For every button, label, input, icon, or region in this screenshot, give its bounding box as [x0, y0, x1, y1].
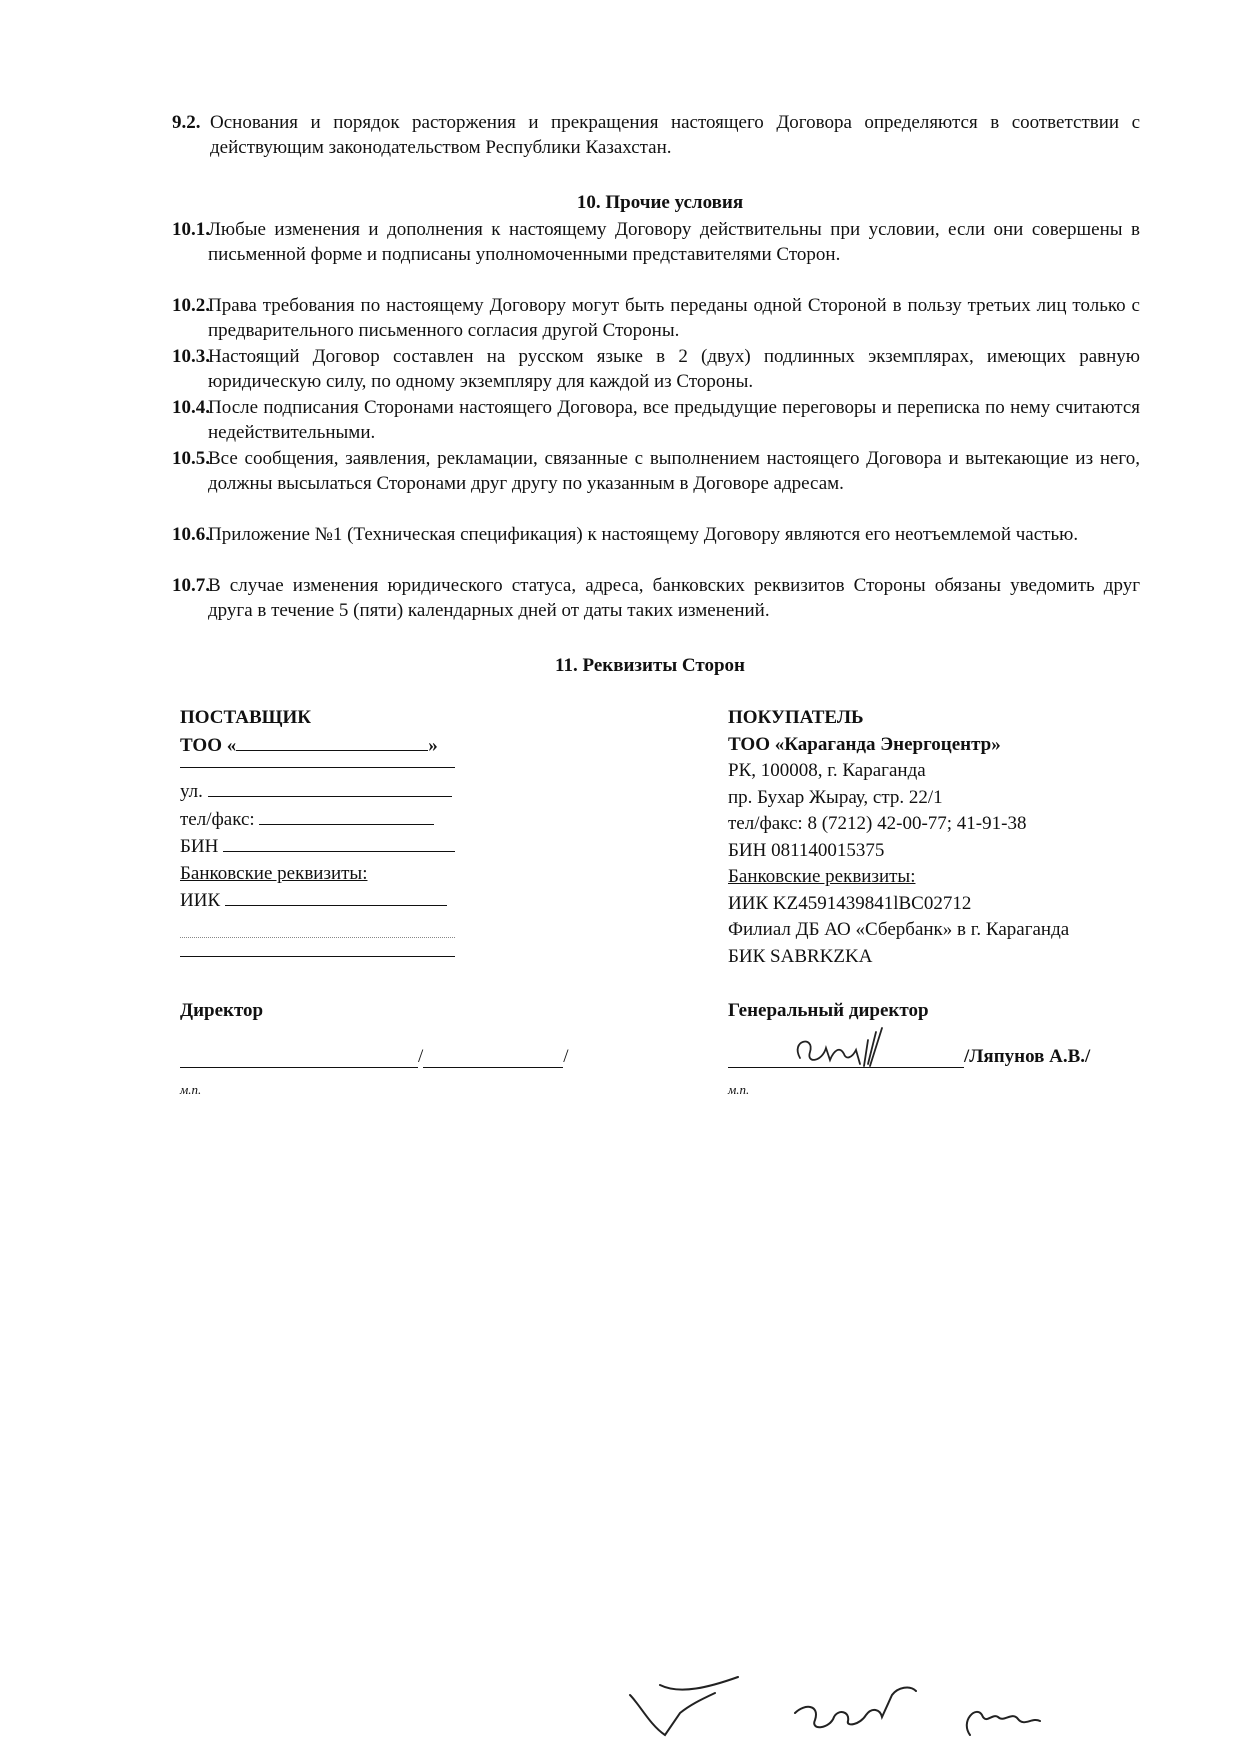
supplier-iik	[180, 887, 480, 915]
clause-number: 10.5.	[172, 448, 210, 469]
iik-label: ИИК	[180, 890, 221, 911]
buyer-handwritten-signature	[760, 1020, 940, 1080]
section-11-heading: 11. Реквизиты Сторон	[555, 655, 745, 676]
blank-line	[180, 948, 455, 957]
company-name-blank	[236, 732, 428, 751]
clause-text: Настоящий Договор составлен на русском языке в 2 (двух) подлинных экземплярах, имеющих равную юридическую силу, по одному экземпляру для каждой из Стороны.	[208, 346, 1140, 392]
signature-separator: /	[563, 1046, 569, 1067]
clause-number: 10.7.	[172, 575, 210, 596]
street-blank	[208, 778, 452, 797]
blank-line-dotted	[180, 929, 455, 938]
clause-number: 9.2.	[172, 112, 201, 133]
clause-number: 10.1.	[172, 219, 210, 240]
buyer-company: ТОО «Караганда Энергоцентр»	[728, 733, 1001, 755]
clause-text: В случае изменения юридического статуса, адреса, банковских реквизитов Стороны обязаны уведомить друг друга в течение 5 (пяти) календарных дней от даты таких изменений.	[208, 575, 1140, 621]
phone-blank	[259, 806, 434, 825]
clause-10-7	[172, 573, 1140, 623]
supplier-phone	[180, 806, 480, 834]
clause-number: 10.4.	[172, 397, 210, 418]
buyer-bik: БИК SABRKZKA	[728, 945, 873, 967]
buyer-address-1: РК, 100008, г. Караганда	[728, 760, 926, 781]
supplier-details	[180, 705, 480, 967]
supplier-title: ПОСТАВЩИК	[180, 707, 312, 728]
clause-10-3	[172, 344, 1140, 394]
supplier-bin	[180, 833, 480, 861]
bin-label: БИН	[180, 836, 219, 857]
clause-9-2	[172, 110, 1140, 160]
buyer-stamp-label: м.п.	[728, 1082, 750, 1097]
name-blank	[423, 1047, 563, 1068]
clause-text: После подписания Сторонами настоящего Договора, все предыдущие переговоры и переписка по нему считаются недействительными.	[208, 397, 1140, 443]
iik-blank	[225, 887, 447, 906]
supplier-signature-row	[180, 1046, 569, 1068]
clause-number: 10.2.	[172, 295, 210, 316]
section-10-heading: 10. Прочие условия	[576, 192, 744, 213]
clause-10-5	[172, 446, 1140, 496]
page-initials-signatures	[620, 1665, 1080, 1754]
clause-10-2	[172, 293, 1140, 343]
street-label: ул.	[180, 781, 203, 802]
supplier-company	[180, 732, 480, 760]
bin-blank	[223, 833, 455, 852]
signature-blank	[180, 1047, 418, 1068]
buyer-details	[728, 705, 1178, 970]
buyer-bank-name: Филиал ДБ АО «Сбербанк» в г. Караганда	[728, 919, 1070, 940]
blank-line	[180, 759, 455, 768]
buyer-iik: ИИК KZ4591439841lBC02712	[728, 892, 972, 914]
company-prefix: ТОО «	[180, 734, 237, 756]
buyer-title: ПОКУПАТЕЛЬ	[728, 707, 864, 728]
clause-text: Любые изменения и дополнения к настоящему Договору действительны при условии, если они совершены в письменной форме и подписаны уполномоченными представителями Сторон.	[208, 219, 1140, 265]
company-suffix: »	[428, 734, 438, 756]
buyer-address-2: пр. Бухар Жырау, стр. 22/1	[728, 786, 943, 808]
phone-label: тел/факс:	[180, 808, 255, 830]
clause-10-4	[172, 395, 1140, 445]
clause-10-6	[172, 522, 1140, 547]
signature-separator: /	[418, 1046, 424, 1067]
clause-text: Приложение №1 (Техническая спецификация) к настоящему Договору являются его неотъемлемой частью.	[208, 524, 1079, 545]
clause-number: 10.3.	[172, 346, 210, 367]
clause-text: Права требования по настоящему Договору могут быть переданы одной Стороной в пользу третьих лиц только с предварительного письменного согласия другой Стороны.	[208, 295, 1140, 341]
clause-text: Основания и порядок расторжения и прекращения настоящего Договора определяются в соответствии с действующим законодательством Республики Казахстан.	[210, 112, 1140, 158]
clause-10-1	[172, 217, 1140, 267]
clause-text: Все сообщения, заявления, рекламации, связанные с выполнением настоящего Договора и вытекающие из него, должны высылаться Сторонами друг другу по указанным в Договоре адресам.	[208, 448, 1140, 494]
clause-number: 10.6.	[172, 524, 210, 545]
buyer-bin: БИН 081140015375	[728, 839, 885, 861]
supplier-stamp-label: м.п.	[180, 1082, 202, 1097]
supplier-role: Директор	[180, 1000, 264, 1021]
supplier-street	[180, 778, 480, 806]
buyer-phone: тел/факс: 8 (7212) 42-00-77; 41-91-38	[728, 813, 1027, 834]
buyer-signatory: /Ляпунов А.В./	[964, 1046, 1091, 1067]
supplier-bank-label: Банковские реквизиты:	[180, 862, 368, 884]
buyer-bank-label: Банковские реквизиты:	[728, 866, 916, 887]
buyer-role: Генеральный директор	[728, 1000, 929, 1021]
